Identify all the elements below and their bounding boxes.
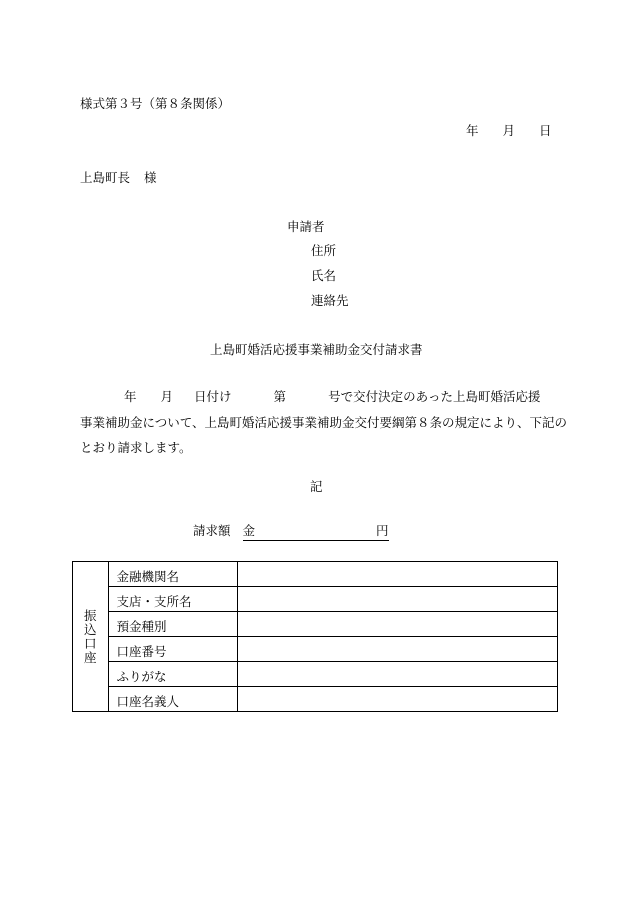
- body-year: 年: [124, 389, 137, 404]
- bank-account-table: [72, 561, 558, 712]
- body-dated: 日付け: [194, 389, 232, 404]
- table-row: [73, 612, 558, 637]
- row-value-account-holder[interactable]: [238, 687, 558, 712]
- addressee-honorific: 様: [144, 170, 157, 185]
- row-value-branch-name[interactable]: [238, 587, 558, 612]
- table-row: [73, 562, 558, 587]
- row-value-deposit-type[interactable]: [238, 612, 558, 637]
- applicant-address-label: 住所: [311, 243, 337, 258]
- bank-account-side-label: 振込口座: [83, 607, 97, 665]
- date-year: 年: [466, 123, 479, 138]
- date-line: [466, 121, 552, 139]
- body-line1-text: 号で交付決定のあった上島町婚活応援: [328, 389, 541, 404]
- row-value-bank-name[interactable]: [238, 562, 558, 587]
- row-label-branch-name: 支店・支所名: [108, 587, 238, 612]
- applicant-name-label: 氏名: [311, 268, 337, 283]
- date-month: 月: [502, 123, 516, 138]
- row-label-bank-name: 金融機関名: [108, 562, 238, 587]
- row-label-account-number: 口座番号: [108, 637, 238, 662]
- body-number-prefix: 第: [273, 389, 287, 404]
- bank-account-side-cell: [73, 562, 109, 712]
- body-line-3: とおり請求します。: [80, 440, 192, 455]
- request-amount: [193, 521, 389, 541]
- body-text: [80, 384, 568, 461]
- date-day: 日: [539, 123, 552, 138]
- body-line-1: [80, 384, 552, 410]
- addressee: [80, 168, 157, 186]
- form-number: 様式第３号（第８条関係）: [80, 96, 231, 111]
- document-title: 上島町婚活応援事業補助金交付請求書: [210, 342, 423, 357]
- table-row: [73, 587, 558, 612]
- ki-heading: 記: [310, 479, 323, 494]
- table-row: [73, 687, 558, 712]
- row-value-account-number[interactable]: [238, 637, 558, 662]
- row-value-furigana[interactable]: [238, 662, 558, 687]
- row-label-furigana: ふりがな: [108, 662, 238, 687]
- table-row: [73, 662, 558, 687]
- request-amount-label: 請求額: [193, 523, 231, 538]
- request-amount-prefix: 金: [242, 523, 256, 538]
- request-amount-unit: 円: [376, 523, 389, 538]
- row-label-account-holder: 口座名義人: [108, 687, 238, 712]
- applicant-heading: 申請者: [287, 219, 325, 234]
- body-month: 月: [160, 389, 174, 404]
- row-label-deposit-type: 預金種別: [108, 612, 238, 637]
- request-amount-field[interactable]: [243, 521, 389, 541]
- body-line-2: 事業補助金について、上島町婚活応援事業補助金交付要綱第８条の規定により、下記の: [80, 414, 568, 430]
- applicant-contact-label: 連絡先: [311, 293, 349, 308]
- addressee-name: 上島町長: [80, 170, 131, 185]
- table-row: [73, 637, 558, 662]
